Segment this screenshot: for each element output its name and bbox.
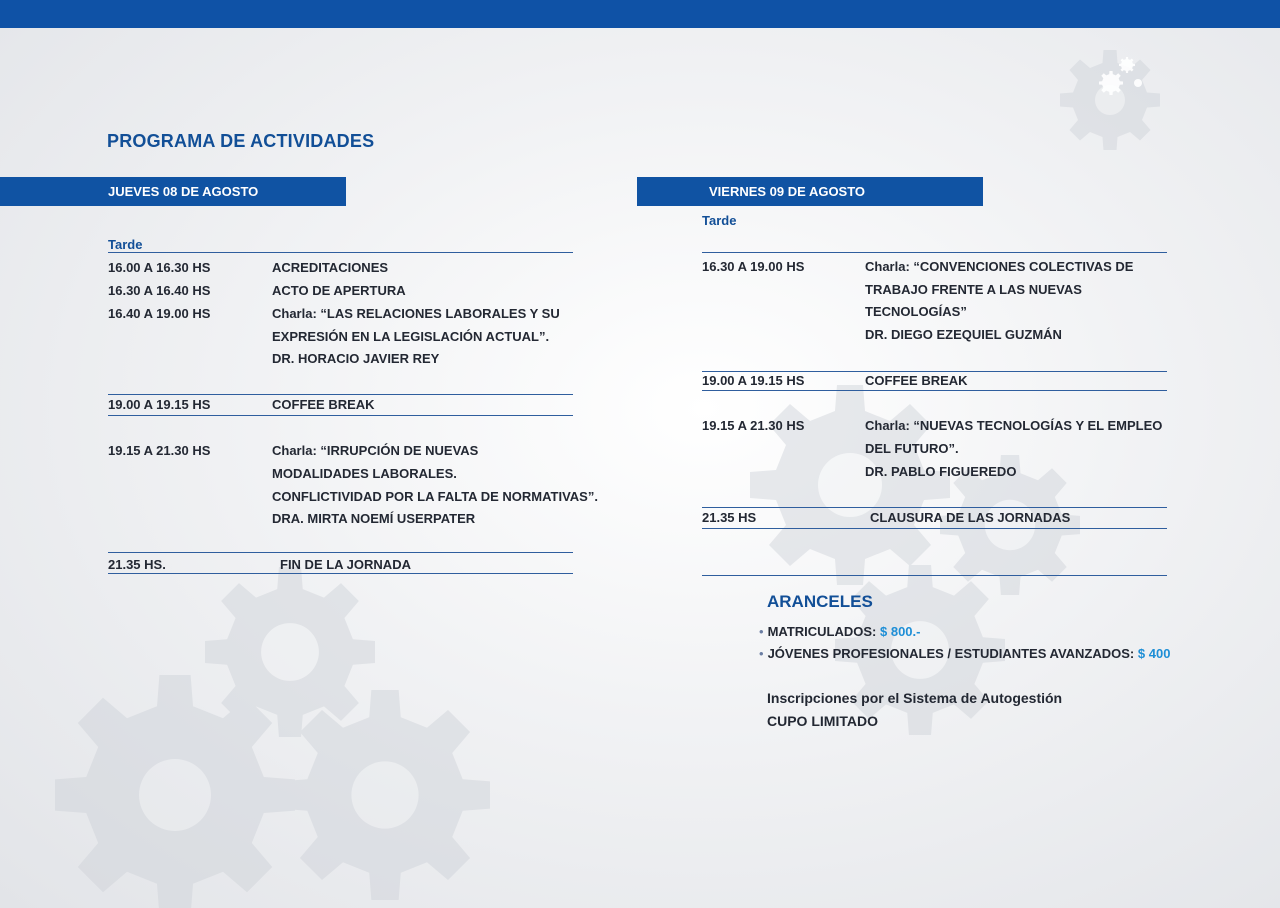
divider (108, 573, 573, 574)
schedule-activity: COFFEE BREAK (272, 397, 375, 412)
schedule-activity: ACTO DE APERTURA (272, 283, 406, 298)
divider (108, 552, 573, 553)
fee-item (759, 646, 1170, 661)
schedule-time: 19.15 A 21.30 HS (702, 418, 805, 433)
divider (108, 415, 573, 416)
schedule-activity: ACREDITACIONES (272, 260, 389, 275)
speaker-name: DRA. MIRTA NOEMÍ USERPATER (272, 511, 476, 526)
fees-heading: ARANCELES (767, 592, 873, 611)
talk-title-line: Charla: “IRRUPCIÓN DE NUEVAS (272, 443, 479, 458)
talk-title-line: TRABAJO FRENTE A LAS NUEVAS (865, 282, 1082, 297)
fee-price: $ 800.- (880, 624, 921, 639)
divider (702, 371, 1167, 372)
day-header-friday: VIERNES 09 DE AGOSTO (637, 177, 983, 206)
day-header-thursday: JUEVES 08 DE AGOSTO (0, 177, 346, 206)
page-title: PROGRAMA DE ACTIVIDADES (107, 131, 375, 151)
divider (108, 394, 573, 395)
fee-label: JÓVENES PROFESIONALES / ESTUDIANTES AVANZADOS: (767, 646, 1135, 661)
divider (702, 528, 1167, 529)
talk-title-line: Charla: “NUEVAS TECNOLOGÍAS Y EL EMPLEO (865, 418, 1163, 433)
talk-title-line: MODALIDADES LABORALES. (272, 466, 457, 481)
registration-note: Inscripciones por el Sistema de Autogestión (767, 690, 1063, 706)
fee-item (759, 624, 920, 639)
talk-title-line: Charla: “LAS RELACIONES LABORALES Y SU (272, 306, 560, 321)
schedule-time: 21.35 HS. (108, 557, 166, 572)
divider (702, 507, 1167, 508)
fee-price: $ 400 (1137, 646, 1171, 661)
schedule-time: 16.30 A 16.40 HS (108, 283, 211, 298)
gear-shape (205, 567, 375, 737)
bullet-icon: • (759, 624, 764, 639)
schedule-time: 19.15 A 21.30 HS (108, 443, 211, 458)
divider (702, 575, 1167, 576)
bullet-icon: • (759, 646, 764, 661)
schedule-time: 19.00 A 19.15 HS (108, 397, 211, 412)
schedule-time: 16.30 A 19.00 HS (702, 259, 805, 274)
gear-shape (750, 385, 950, 585)
speaker-name: DR. PABLO FIGUEREDO (865, 464, 1017, 479)
divider (108, 252, 573, 253)
divider (702, 390, 1167, 391)
divider (702, 252, 1167, 253)
period-label-friday: Tarde (702, 213, 737, 228)
speaker-name: DR. DIEGO EZEQUIEL GUZMÁN (865, 327, 1062, 342)
talk-title-line: CONFLICTIVIDAD POR LA FALTA DE NORMATIVAS”. (272, 489, 598, 504)
schedule-time: 16.40 A 19.00 HS (108, 306, 211, 321)
schedule-time: 16.00 A 16.30 HS (108, 260, 211, 275)
schedule-activity: CLAUSURA DE LAS JORNADAS (870, 510, 1071, 525)
schedule-activity: FIN DE LA JORNADA (280, 557, 411, 572)
fee-label: MATRICULADOS: (767, 624, 877, 639)
gear-shape (1119, 57, 1135, 73)
talk-title-line: Charla: “CONVENCIONES COLECTIVAS DE (865, 259, 1134, 274)
gear-shape (1060, 50, 1160, 150)
schedule-activity: COFFEE BREAK (865, 373, 968, 388)
gear-shape (1099, 71, 1123, 95)
gear-shape (280, 690, 490, 900)
capacity-note: CUPO LIMITADO (767, 713, 878, 729)
talk-title-line: EXPRESIÓN EN LA LEGISLACIÓN ACTUAL”. (272, 329, 550, 344)
speaker-name: DR. HORACIO JAVIER REY (272, 351, 440, 366)
schedule-time: 21.35 HS (702, 510, 757, 525)
talk-title-line: DEL FUTURO”. (865, 441, 959, 456)
schedule-time: 19.00 A 19.15 HS (702, 373, 805, 388)
gear-shape (55, 675, 295, 908)
period-label-thursday: Tarde (108, 237, 143, 252)
talk-title-line: TECNOLOGÍAS” (865, 304, 967, 319)
